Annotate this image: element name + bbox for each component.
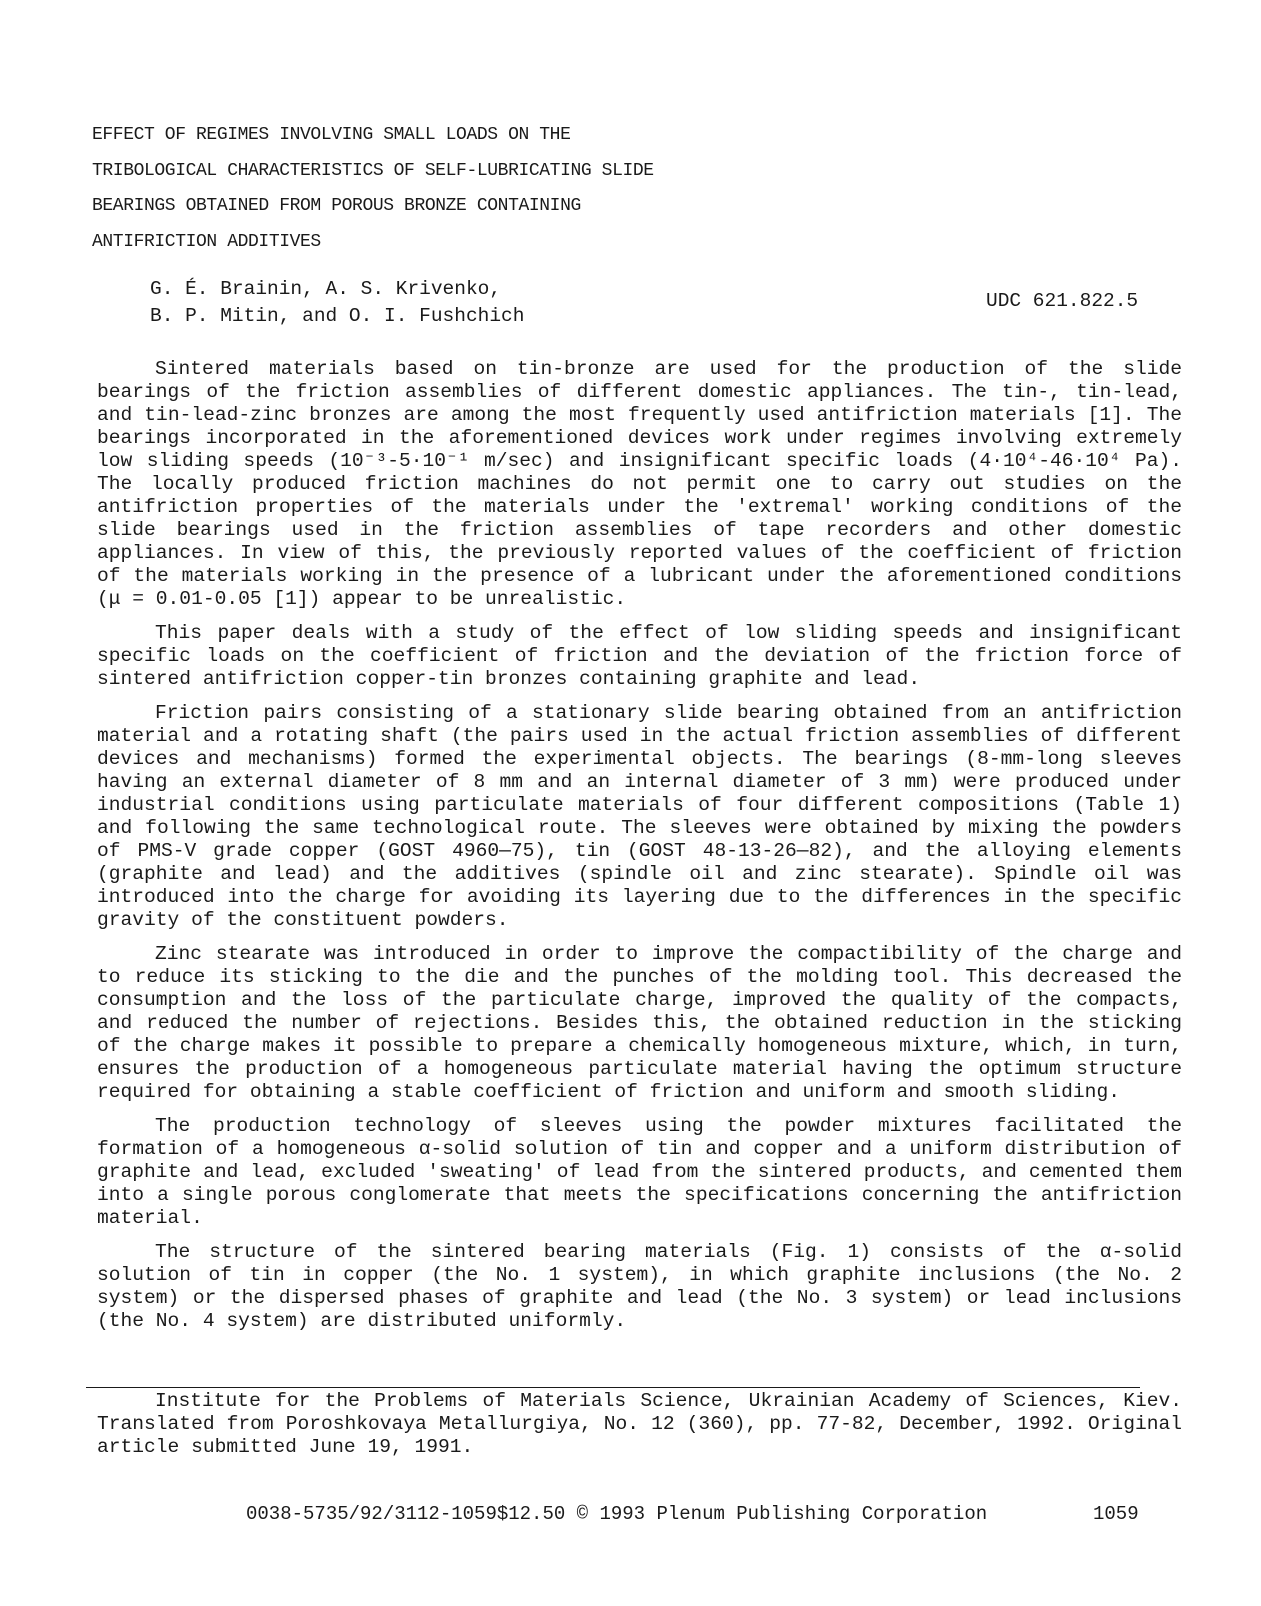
body-paragraph: This paper deals with a study of the effect of low sliding speeds and insignificant specific loads on the coefficient of friction and the deviation of the friction force of sintered antifriction copper-tin bronzes containing graphite and lead.: [97, 622, 1182, 690]
body-paragraph: The production technology of sleeves using the powder mixtures facilitated the formation of a homogeneous α-solid solution of tin and copper and a uniform distribution of graphite and lead, excluded 'sweating' of lead from the sintered products, and cemented them into a single porous conglomerate that meets the specifications concerning the antifriction material.: [97, 1115, 1182, 1229]
udc-code: UDC 621.822.5: [986, 290, 1139, 312]
title-line: ANTIFRICTION ADDITIVES: [92, 231, 321, 252]
page-number: 1059: [1093, 1503, 1139, 1525]
article-title: [92, 118, 812, 260]
copyright-line: 0038-5735/92/3112-1059$12.50 © 1993 Plenum Publishing Corporation: [246, 1503, 988, 1525]
body-paragraph: The structure of the sintered bearing materials (Fig. 1) consists of the α-solid solution of tin in copper (the No. 1 system), in which graphite inclusions (the No. 2 system) or the dispersed phases of graphite and lead (the No. 3 system) or lead inclusions (the No. 4 system) are distributed uniformly.: [97, 1241, 1182, 1332]
affiliation-footnote: Institute for the Problems of Materials Science, Ukrainian Academy of Sciences, Kiev. Translated from Poroshkovaya Metallurgiya, No. 12 (360), pp. 77-82, December, 1992. Original article submitted June 19, 1991.: [97, 1390, 1182, 1458]
author-list: [150, 276, 524, 330]
author-line: B. P. Mitin, and O. I. Fushchich: [150, 305, 525, 327]
body-paragraph: Friction pairs consisting of a stationary slide bearing obtained from an antifriction material and a rotating shaft (the pairs used in the actual friction assemblies of different devices and mechanisms) formed the experimental objects. The bearings (8-mm-long sleeves having an external diameter of 8 mm and an internal diameter of 3 mm) were produced under industrial conditions using particulate materials of four different compositions (Table 1) and following the same technological route. The sleeves were obtained by mixing the powders of PMS-V grade copper (GOST 4960—75), tin (GOST 48-13-26—82), and the alloying elements (graphite and lead) and the additives (spindle oil and zinc stearate). Spindle oil was introduced into the charge for avoiding its layering due to the differences in the specific gravity of the constituent powders.: [97, 702, 1182, 931]
body-paragraph: Zinc stearate was introduced in order to improve the compactibility of the charge and to reduce its sticking to the die and the punches of the molding tool. This decreased the consumption and the loss of the particulate charge, improved the quality of the compacts, and reduced the number of rejections. Besides this, the obtained reduction in the sticking of the charge makes it possible to prepare a chemically homogeneous mixture, which, in turn, ensures the production of a homogeneous particulate material having the optimum structure required for obtaining a stable coefficient of friction and uniform and smooth sliding.: [97, 943, 1182, 1103]
article-body: [97, 358, 1182, 1344]
author-line: G. É. Brainin, A. S. Krivenko,: [150, 278, 502, 300]
body-paragraph: Sintered materials based on tin-bronze are used for the production of the slide bearings of the friction assemblies of different domestic appliances. The tin-, tin-lead, and tin-lead-zinc bronzes are among the most frequently used antifriction materials [1]. The bearings incorporated in the aforementioned devices work under regimes involving extremely low sliding speeds (10⁻³-5·10⁻¹ m/sec) and insignificant specific loads (4·10⁴-46·10⁴ Pa). The locally produced friction machines do not permit one to carry out studies on the antifriction properties of the materials under the 'extremal' working conditions of the slide bearings used in the friction assemblies of tape recorders and other domestic appliances. In view of this, the previously reported values of the coefficient of friction of the materials working in the presence of a lubricant under the aforementioned conditions (μ = 0.01-0.05 [1]) appear to be unrealistic.: [97, 358, 1182, 610]
title-line: EFFECT OF REGIMES INVOLVING SMALL LOADS ON THE: [92, 125, 571, 145]
title-line: BEARINGS OBTAINED FROM POROUS BRONZE CONTAINING: [92, 196, 581, 216]
footnote-divider: [86, 1387, 1140, 1388]
title-line: TRIBOLOGICAL CHARACTERISTICS OF SELF-LUBRICATING SLIDE: [92, 160, 654, 181]
